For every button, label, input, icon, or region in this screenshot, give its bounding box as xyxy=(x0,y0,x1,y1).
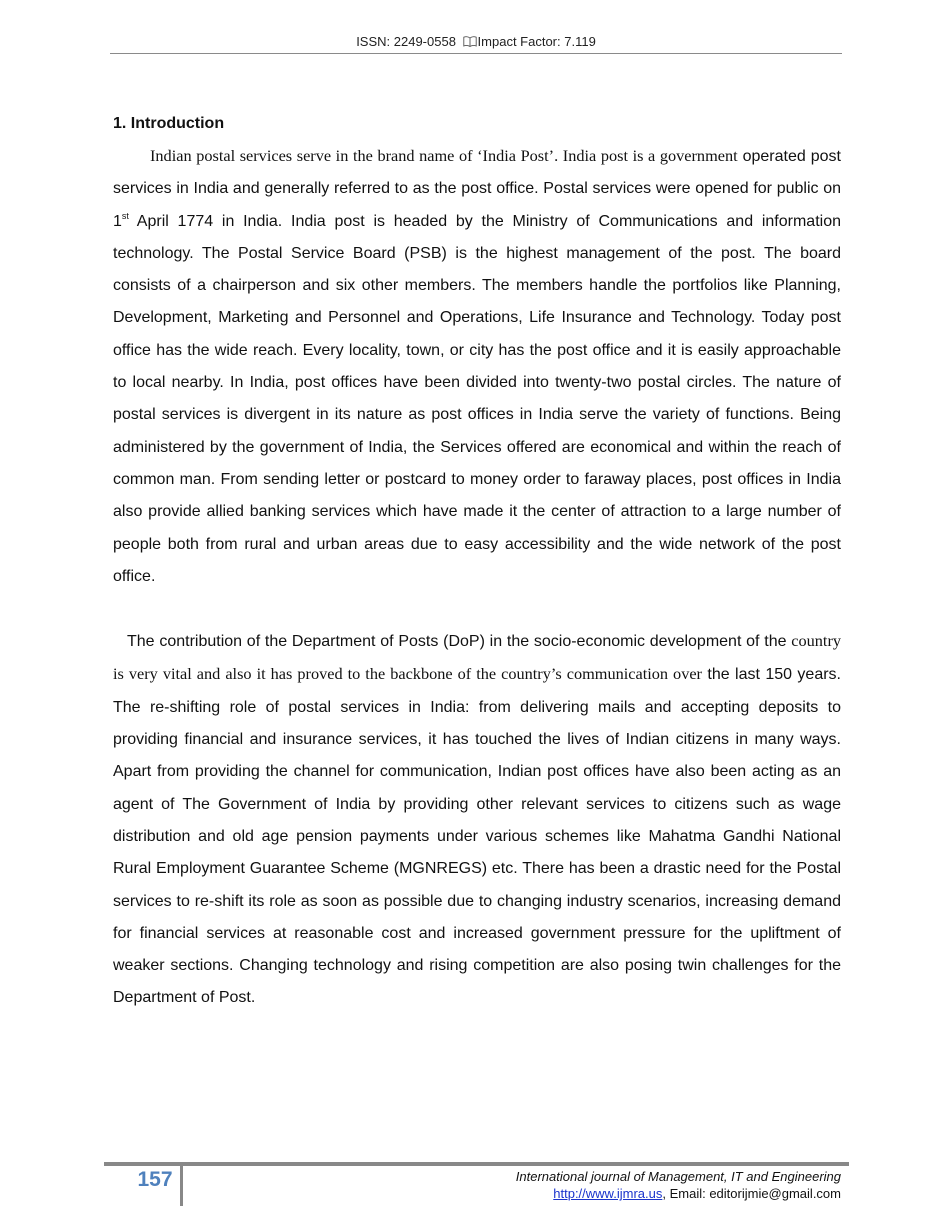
paragraph-1-text-a: operated post services in India and generally referred to as the post office. Postal services were opened for public on 1 xyxy=(113,148,841,230)
footer-info xyxy=(516,1168,841,1202)
page-number: 157 xyxy=(137,1168,173,1191)
journal-url-link[interactable]: http://www.ijmra.us xyxy=(553,1186,663,1201)
intro-paragraph-2 xyxy=(113,625,841,1015)
footer-email: , Email: editorijmie@gmail.com xyxy=(662,1186,841,1201)
impact-factor-text: Impact Factor: 7.119 xyxy=(477,34,596,49)
section-heading: 1. Introduction xyxy=(113,115,225,132)
footer-contact xyxy=(516,1185,841,1202)
paragraph-1-lead: Indian postal services serve in the brand name of ‘India Post’. India post is a government xyxy=(150,146,738,165)
intro-paragraph-1 xyxy=(113,140,841,593)
ordinal-suffix: st xyxy=(121,210,129,221)
book-icon xyxy=(463,36,477,47)
journal-name: International journal of Management, IT and Engineering xyxy=(515,1169,841,1184)
article-body xyxy=(113,110,841,1015)
footer-divider xyxy=(104,1162,849,1166)
footer-vertical-divider xyxy=(180,1164,183,1206)
paragraph-1-text-b: April 1774 in India. India post is headed by the Ministry of Communications and information technology. The Postal Service Board (PSB) is the highest management of the post. The board consists of a chairperson and six other members. The members handle the portfolios like Planning, Development, Marketing and Personnel and Operations, Life Insurance and Technology. Today post office has the wide reach. Every locality, town, or city has the post office and it is easily approachable to local nearby. In India, post offices have been divided into twenty-two postal circles. The nature of postal services is divergent in its nature as post offices in India serve the variety of functions. Being administered by the government of India, the Services offered are economical and within the reach of common man. From sending letter or postcard to money order to faraway places, post offices in India also provide allied banking services which have made it the center of attraction to a large number of people both from rural and urban areas due to easy accessibility and the wide network of the post office. xyxy=(113,212,841,585)
paragraph-2-lead: The contribution of the Department of Posts (DoP) in the socio-economic development of the xyxy=(127,633,787,651)
paragraph-2-text: the last 150 years. The re-shifting role of postal services in India: from delivering mails and accepting deposits to providing financial and insurance services, it has touched the lives of Indian citizens in many ways. Apart from providing the channel for communication, Indian post offices have also been acting as an agent of The Government of India by providing other relevant services to citizens such as wage distribution and old age pension payments under various schemes like Mahatma Gandhi National Rural Employment Guarantee Scheme (MGNREGS) etc. There has been a drastic need for the Postal services to re-shift its role as soon as possible due to changing industry scenarios, increasing demand for financial services at reasonable cost and increased government pressure for the upliftment of weaker sections. Changing technology and rising competition are also posing twin challenges for the Department of Post. xyxy=(113,666,841,1007)
page-header xyxy=(110,34,842,49)
paragraph-2-serif-line: country is very vital and also it has proved to the backbone of the country’s communication over xyxy=(113,631,842,684)
issn-text: ISSN: 2249-0558 xyxy=(356,34,456,49)
header-divider xyxy=(110,53,842,54)
